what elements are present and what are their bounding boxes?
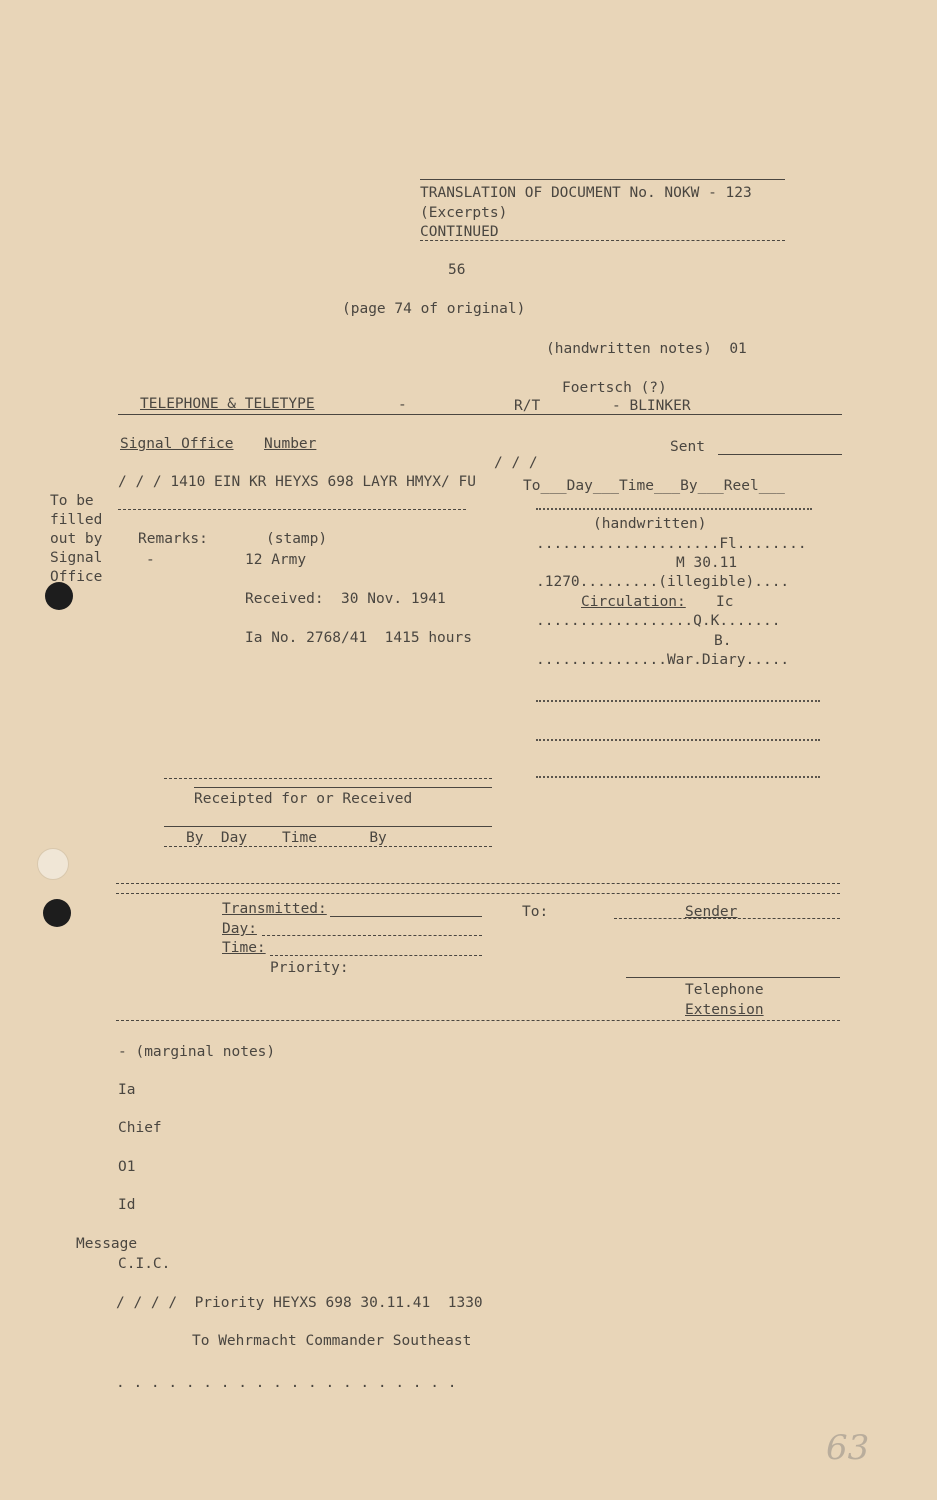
note-id: Id [118, 1197, 136, 1213]
right-1270: .1270.........(illegible).... [536, 574, 790, 590]
receipted-bottom-rule [164, 846, 492, 847]
sender-label: Sender [685, 904, 738, 920]
note-chief: Chief [118, 1120, 162, 1136]
sent-label: Sent [670, 439, 705, 455]
continued-label: CONTINUED [420, 224, 499, 240]
telephone-label: Telephone [685, 982, 764, 998]
receipted-top-rule [164, 778, 492, 779]
to-label: To: [522, 904, 549, 920]
ia-number-line: Ia No. 2768/41 1415 hours [245, 630, 472, 646]
form-bottom-rule [116, 1020, 840, 1021]
line-dash: - [398, 397, 407, 413]
extension-label: Extension [685, 1002, 764, 1018]
priority-line: / / / / Priority HEYXS 698 30.11.41 1330 [116, 1295, 483, 1311]
to-day-time: To___Day___Time___By___Reel___ [523, 478, 785, 494]
line-type-rule [118, 414, 842, 415]
army-label: 12 Army [245, 552, 307, 568]
page-number: 56 [448, 262, 466, 278]
time-rule [270, 955, 482, 956]
receipted-mid-rule [164, 826, 492, 827]
remarks-dash: - [146, 552, 155, 568]
handwritten-notes: (handwritten notes) 01 [546, 341, 747, 357]
note-message: Message [76, 1236, 138, 1252]
right-wardiary: ...............War.Diary..... [536, 652, 790, 668]
marginal-notes: - (marginal notes) [118, 1044, 276, 1060]
line-blinker: - BLINKER [612, 398, 691, 414]
line-telephone: TELEPHONE & TELETYPE [140, 396, 315, 412]
signal-office-label: Signal Office [120, 436, 234, 452]
right-ic: Ic [716, 594, 734, 610]
transmitted-label: Transmitted: [222, 901, 327, 917]
right-dots-4 [536, 776, 820, 778]
document-title: TRANSLATION OF DOCUMENT No. NOKW - 123 [420, 185, 752, 201]
transmitted-top-rule [116, 883, 840, 884]
transmitted-top-rule-2 [116, 893, 840, 894]
line-rt: R/T [514, 398, 541, 414]
page-of-original: (page 74 of original) [342, 301, 526, 317]
receipted-top-rule-2 [194, 787, 492, 788]
right-b: B. [714, 633, 732, 649]
right-qk: ..................Q.K....... [536, 613, 781, 629]
crosses-mark: / / / [494, 455, 538, 471]
note-cic: C.I.C. [118, 1256, 171, 1272]
header-rule [420, 179, 785, 180]
pencil-page-mark: 63 [826, 1428, 870, 1468]
by-day-time: By Day Time By [186, 830, 387, 846]
right-m: M 30.11 [676, 555, 738, 571]
punch-hole-faint [37, 848, 69, 880]
remarks-label: Remarks: [138, 531, 208, 547]
message-rule [118, 509, 466, 510]
right-dots-1 [536, 508, 812, 510]
received-line: Received: 30 Nov. 1941 [245, 591, 446, 607]
day-rule [262, 935, 482, 936]
day-label: Day: [222, 921, 257, 937]
right-handwritten: (handwritten) [593, 516, 707, 532]
sender-rule [614, 918, 840, 919]
message-line: / / / 1410 EIN KR HEYXS 698 LAYR HMYX/ FU [118, 474, 476, 490]
right-dots-2 [536, 700, 820, 702]
right-fl: .....................Fl........ [536, 536, 807, 552]
receipted-label: Receipted for or Received [194, 791, 413, 807]
continued-rule [420, 240, 785, 241]
to-wehrmacht: To Wehrmacht Commander Southeast [192, 1333, 472, 1349]
priority-label: Priority: [270, 960, 349, 976]
transmitted-rule [330, 916, 482, 917]
note-ia: Ia [118, 1082, 136, 1098]
time-label: Time: [222, 940, 266, 956]
telephone-top-rule [626, 977, 840, 978]
side-label: To be filled out by Signal Office [50, 493, 103, 585]
circulation-label: Circulation: [581, 594, 686, 610]
end-dots: . . . . . . . . . . . . . . . . . . . . [116, 1375, 457, 1391]
punch-hole-bottom [43, 899, 71, 927]
sent-rule [718, 454, 842, 455]
stamp-label: (stamp) [266, 531, 328, 547]
foertsch-note: Foertsch (?) [562, 380, 667, 396]
right-dots-3 [536, 739, 820, 741]
number-label: Number [264, 436, 317, 452]
note-o1: O1 [118, 1159, 136, 1175]
document-subtitle: (Excerpts) [420, 205, 508, 221]
